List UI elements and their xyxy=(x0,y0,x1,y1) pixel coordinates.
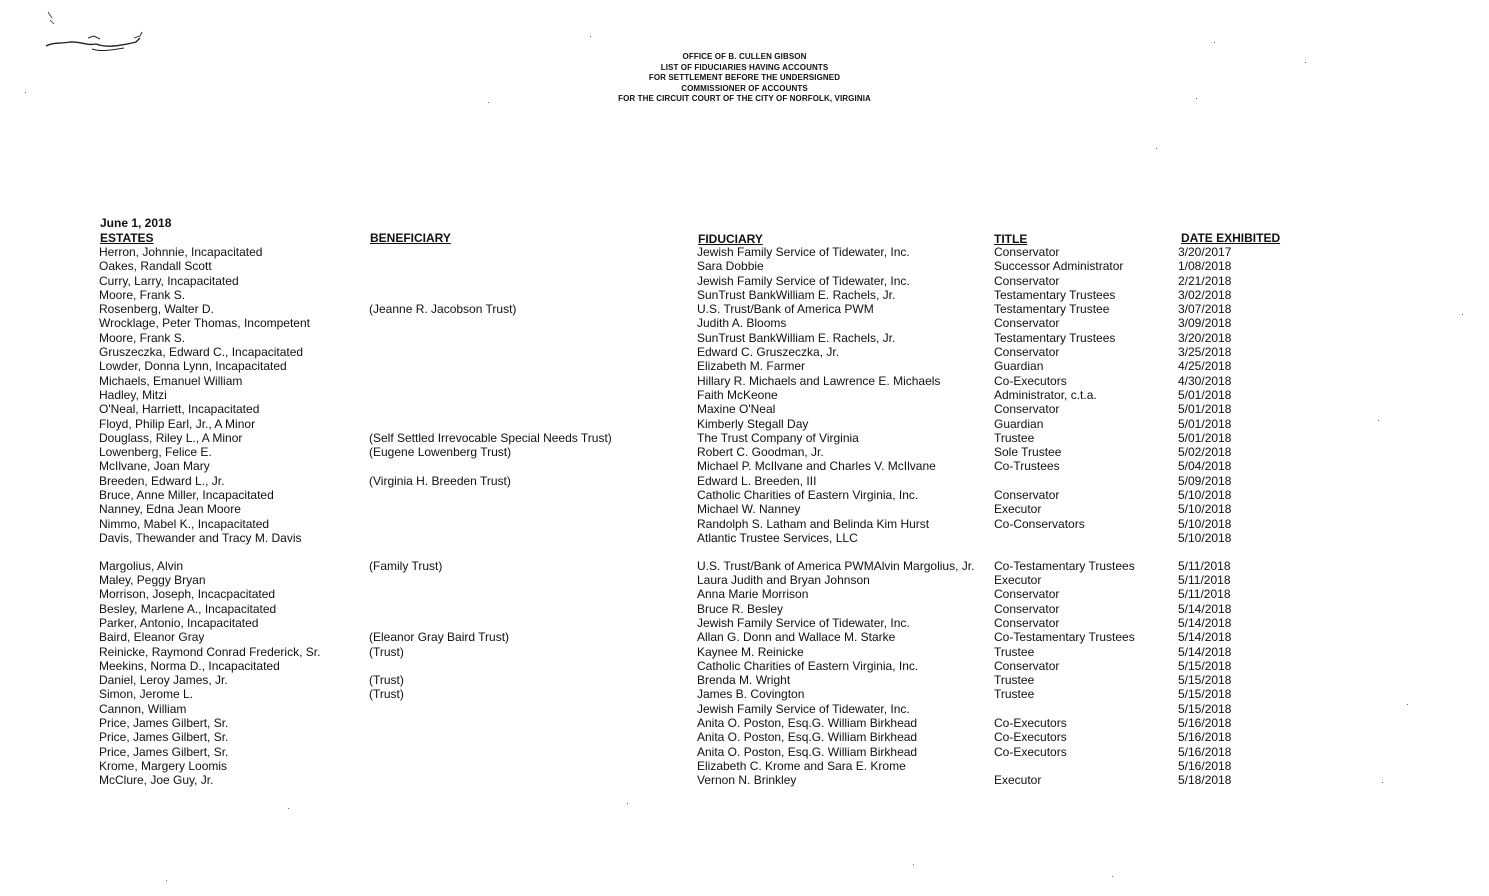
table-row xyxy=(0,502,1489,516)
estate-cell: Maley, Peggy Bryan xyxy=(99,573,206,588)
estate-cell: Price, James Gilbert, Sr. xyxy=(99,716,229,730)
title-cell: Executor xyxy=(994,773,1042,788)
fiduciary-cell: Hillary R. Michaels and Lawrence E. Michaels xyxy=(697,373,941,388)
title-cell: Co-Executors xyxy=(994,716,1067,730)
date-exhibited-cell: 5/15/2018 xyxy=(1178,701,1232,716)
table-row xyxy=(0,531,1489,545)
title-cell: Executor xyxy=(994,502,1042,517)
estate-cell: Krome, Margery Loomis xyxy=(99,758,228,773)
estate-cell: Meekins, Norma D., Incapacitated xyxy=(99,658,280,673)
estate-cell: Herron, Johnnie, Incapacitated xyxy=(99,245,263,259)
table-row xyxy=(0,345,1489,359)
date-exhibited-cell: 4/25/2018 xyxy=(1178,359,1232,374)
date-exhibited-cell: 3/02/2018 xyxy=(1178,287,1232,302)
title-cell: Sole Trustee xyxy=(994,445,1062,460)
table-row xyxy=(0,274,1489,288)
fiduciary-cell: SunTrust BankWilliam E. Rachels, Jr. xyxy=(697,330,896,345)
table-row xyxy=(0,645,1489,659)
fiduciary-cell: Catholic Charities of Eastern Virginia, Inc. xyxy=(697,488,919,503)
estate-cell: Price, James Gilbert, Sr. xyxy=(99,744,229,759)
fiduciary-cell: Edward L. Breeden, III xyxy=(697,473,817,488)
title-cell: Conservator xyxy=(994,245,1060,259)
date-exhibited-cell: 5/15/2018 xyxy=(1178,673,1232,688)
date-exhibited-cell: 5/16/2018 xyxy=(1178,744,1232,759)
date-exhibited-cell: 5/16/2018 xyxy=(1178,716,1232,730)
estate-cell: Bruce, Anne Miller, Incapacitated xyxy=(99,488,274,503)
title-cell: Guardian xyxy=(994,416,1044,431)
estate-cell: O'Neal, Harriett, Incapacitated xyxy=(99,402,260,417)
table-row xyxy=(0,673,1489,687)
table-row xyxy=(0,602,1489,616)
date-exhibited-cell: 3/25/2018 xyxy=(1178,345,1232,360)
title-cell: Co-Testamentary Trustees xyxy=(994,630,1135,645)
date-exhibited-cell: 3/07/2018 xyxy=(1178,302,1232,317)
column-header-title: TITLE xyxy=(994,232,1028,246)
date-exhibited-cell: 5/04/2018 xyxy=(1178,459,1232,474)
title-cell: Testamentary Trustees xyxy=(994,330,1116,345)
date-exhibited-cell: 5/14/2018 xyxy=(1178,601,1232,616)
table-row xyxy=(0,402,1489,416)
estate-cell: Gruszeczka, Edward C., Incapacitated xyxy=(99,345,304,360)
date-exhibited-cell: 5/14/2018 xyxy=(1178,615,1232,630)
table-row xyxy=(0,702,1489,716)
table-row xyxy=(0,302,1489,316)
title-cell: Conservator xyxy=(994,615,1060,630)
title-cell: Executor xyxy=(994,573,1042,588)
fiduciary-cell: Kimberly Stegall Day xyxy=(697,416,809,431)
fiduciary-cell: Vernon N. Brinkley xyxy=(697,773,797,788)
estate-cell: Reinicke, Raymond Conrad Frederick, Sr. xyxy=(99,644,321,659)
table-row xyxy=(0,459,1489,473)
table-row xyxy=(0,388,1489,402)
fiduciary-cell: Jewish Family Service of Tidewater, Inc. xyxy=(697,273,910,288)
fiduciary-cell: Laura Judith and Bryan Johnson xyxy=(697,573,870,588)
table-row xyxy=(0,288,1489,302)
fiduciary-cell: Kaynee M. Reinicke xyxy=(697,644,804,659)
date-exhibited-cell: 3/09/2018 xyxy=(1178,316,1232,331)
estate-cell: Baird, Eleanor Gray xyxy=(99,630,205,645)
beneficiary-cell: (Trust) xyxy=(369,644,404,659)
table-row xyxy=(0,374,1489,388)
header-line: OFFICE OF B. CULLEN GIBSON xyxy=(682,52,807,61)
fiduciary-cell: SunTrust BankWilliam E. Rachels, Jr. xyxy=(697,287,896,302)
estate-cell: Breeden, Edward L., Jr. xyxy=(99,473,225,488)
date-exhibited-cell: 1/08/2018 xyxy=(1178,259,1232,274)
fiduciary-cell: Sara Dobbie xyxy=(697,259,764,274)
fiduciary-cell: Anita O. Poston, Esq.G. William Birkhead xyxy=(697,744,918,759)
beneficiary-cell: (Family Trust) xyxy=(369,558,443,573)
estate-cell: Daniel, Leroy James, Jr. xyxy=(99,673,228,688)
title-cell: Co-Executors xyxy=(994,373,1067,388)
document-header xyxy=(0,52,1489,105)
table-row xyxy=(0,730,1489,744)
table-row xyxy=(0,517,1489,531)
table-row xyxy=(0,745,1489,759)
beneficiary-cell: (Eugene Lowenberg Trust) xyxy=(369,445,512,460)
table-row xyxy=(0,587,1489,601)
estate-cell: Moore, Frank S. xyxy=(99,330,186,345)
title-cell: Trustee xyxy=(994,644,1035,659)
fiduciary-cell: Brenda M. Wright xyxy=(697,673,791,688)
date-exhibited-cell: 5/11/2018 xyxy=(1178,573,1231,588)
table-row xyxy=(0,659,1489,673)
estate-cell: Moore, Frank S. xyxy=(99,287,186,302)
title-cell: Co-Conservators xyxy=(994,516,1085,531)
title-cell: Trustee xyxy=(994,430,1035,445)
estate-cell: Nimmo, Mabel K., Incapacitated xyxy=(99,516,270,531)
estate-cell: Nanney, Edna Jean Moore xyxy=(99,502,241,517)
date-exhibited-cell: 5/10/2018 xyxy=(1178,516,1232,531)
fiduciary-cell: Randolph S. Latham and Belinda Kim Hurst xyxy=(697,516,930,531)
estate-cell: Douglass, Riley L., A Minor xyxy=(99,430,243,445)
fiduciary-cell: Elizabeth C. Krome and Sara E. Krome xyxy=(697,758,906,773)
estate-cell: Davis, Thewander and Tracy M. Davis xyxy=(99,530,302,545)
estate-cell: Besley, Marlene A., Incapacitated xyxy=(99,601,277,616)
estate-cell: Price, James Gilbert, Sr. xyxy=(99,730,229,745)
table-row xyxy=(0,759,1489,773)
fiduciary-cell: Michael W. Nanney xyxy=(697,502,801,517)
title-cell: Administrator, c.t.a. xyxy=(994,387,1097,402)
beneficiary-cell: (Virginia H. Breeden Trust) xyxy=(369,473,511,488)
fiduciary-cell: Jewish Family Service of Tidewater, Inc. xyxy=(697,245,910,259)
date-exhibited-cell: 5/16/2018 xyxy=(1178,758,1232,773)
fiduciary-cell: Michael P. McIlvane and Charles V. McIlvane xyxy=(697,459,936,474)
estate-cell: Morrison, Joseph, Incacpacitated xyxy=(99,587,276,602)
estate-cell: Margolius, Alvin xyxy=(99,558,184,573)
estate-cell: Hadley, Mitzi xyxy=(99,387,167,402)
table-row xyxy=(0,687,1489,701)
date-exhibited-cell: 5/10/2018 xyxy=(1178,502,1232,517)
date-exhibited-cell: 5/11/2018 xyxy=(1178,587,1231,602)
header-line: LIST OF FIDUCIARIES HAVING ACCOUNTS xyxy=(660,62,829,72)
fiduciary-cell: Faith McKeone xyxy=(697,387,778,402)
table-row xyxy=(0,773,1489,787)
estate-cell: Floyd, Philip Earl, Jr., A Minor xyxy=(99,416,256,431)
table-row xyxy=(0,259,1489,273)
handwritten-mark xyxy=(40,8,150,58)
fiduciary-cell: Elizabeth M. Farmer xyxy=(697,359,806,374)
fiduciary-cell: Edward C. Gruszeczka, Jr. xyxy=(697,345,840,360)
table-row xyxy=(0,445,1489,459)
table-row xyxy=(0,616,1489,630)
date-exhibited-cell: 3/20/2018 xyxy=(1178,330,1232,345)
date-exhibited-cell: 5/14/2018 xyxy=(1178,644,1232,659)
header-line: FOR THE CIRCUIT COURT OF THE CITY OF NORFOLK, VIRGINIA xyxy=(618,94,871,104)
beneficiary-cell: (Jeanne R. Jacobson Trust) xyxy=(369,302,517,317)
fiduciary-cell: Anita O. Poston, Esq.G. William Birkhead xyxy=(697,730,918,745)
fiduciary-cell: U.S. Trust/Bank of America PWM xyxy=(697,302,874,317)
title-cell: Conservator xyxy=(994,601,1060,616)
estate-cell: McIlvane, Joan Mary xyxy=(99,459,210,474)
title-cell: Conservator xyxy=(994,316,1060,331)
table-row xyxy=(0,630,1489,644)
table-row xyxy=(0,417,1489,431)
beneficiary-cell: (Trust) xyxy=(369,673,404,688)
estate-cell: Wrocklage, Peter Thomas, Incompetent xyxy=(99,316,310,331)
date-exhibited-cell: 5/10/2018 xyxy=(1178,488,1232,503)
fiduciary-cell: Bruce R. Besley xyxy=(697,601,784,616)
table-row xyxy=(0,488,1489,502)
column-header-estates: ESTATES xyxy=(100,231,154,245)
header-line: FOR SETTLEMENT BEFORE THE UNDERSIGNED xyxy=(648,73,841,83)
table-row xyxy=(0,331,1489,345)
title-cell: Testamentary Trustee xyxy=(994,302,1110,317)
date-exhibited-cell: 5/01/2018 xyxy=(1178,416,1232,431)
date-exhibited-cell: 5/16/2018 xyxy=(1178,730,1232,745)
date-exhibited-cell: 5/15/2018 xyxy=(1178,687,1232,702)
date-exhibited-cell: 5/14/2018 xyxy=(1178,630,1232,645)
title-cell: Conservator xyxy=(994,488,1060,503)
date-exhibited-cell: 5/01/2018 xyxy=(1178,402,1232,417)
fiduciary-cell: Atlantic Trustee Services, LLC xyxy=(697,530,858,545)
fiduciary-cell: The Trust Company of Virginia xyxy=(697,430,859,445)
beneficiary-cell: (Self Settled Irrevocable Special Needs Trust) xyxy=(369,430,612,445)
table-row xyxy=(0,474,1489,488)
fiduciary-table xyxy=(0,245,1489,787)
table-row xyxy=(0,573,1489,587)
title-cell: Conservator xyxy=(994,658,1060,673)
estate-cell: McClure, Joe Guy, Jr. xyxy=(99,773,214,788)
title-cell: Trustee xyxy=(994,687,1035,702)
beneficiary-cell: (Trust) xyxy=(369,687,404,702)
date-exhibited-cell: 5/10/2018 xyxy=(1178,530,1232,545)
title-cell: Co-Executors xyxy=(994,730,1067,745)
estate-cell: Parker, Antonio, Incapacitated xyxy=(99,615,259,630)
estate-cell: Curry, Larry, Incapacitated xyxy=(99,273,239,288)
title-cell: Trustee xyxy=(994,673,1035,688)
title-cell: Conservator xyxy=(994,402,1060,417)
title-cell: Conservator xyxy=(994,345,1060,360)
fiduciary-cell: Anita O. Poston, Esq.G. William Birkhead xyxy=(697,716,918,730)
title-cell: Testamentary Trustees xyxy=(994,287,1116,302)
title-cell: Co-Trustees xyxy=(994,459,1060,474)
title-cell: Conservator xyxy=(994,587,1060,602)
estate-cell: Michaels, Emanuel William xyxy=(99,373,243,388)
header-line: COMMISSIONER OF ACCOUNTS xyxy=(681,83,808,93)
date-exhibited-cell: 5/01/2018 xyxy=(1178,387,1232,402)
fiduciary-cell: U.S. Trust/Bank of America PWMAlvin Margolius, Jr. xyxy=(697,558,975,573)
fiduciary-cell: Anna Marie Morrison xyxy=(697,587,809,602)
title-cell: Co-Executors xyxy=(994,744,1067,759)
date-exhibited-cell: 5/01/2018 xyxy=(1178,430,1232,445)
fiduciary-cell: Robert C. Goodman, Jr. xyxy=(697,445,824,460)
fiduciary-cell: Maxine O'Neal xyxy=(697,402,776,417)
table-row xyxy=(0,245,1489,259)
estate-cell: Lowenberg, Felice E. xyxy=(99,445,212,460)
date-exhibited-cell: 3/20/2017 xyxy=(1178,245,1232,259)
estate-cell: Oakes, Randall Scott xyxy=(99,259,212,274)
fiduciary-cell: Judith A. Blooms xyxy=(697,316,787,331)
table-row xyxy=(0,559,1489,573)
table-row xyxy=(0,431,1489,445)
table-row xyxy=(0,716,1489,730)
list-date: June 1, 2018 xyxy=(100,216,172,230)
date-exhibited-cell: 5/09/2018 xyxy=(1178,473,1232,488)
estate-cell: Cannon, William xyxy=(99,701,187,716)
title-cell: Conservator xyxy=(994,273,1060,288)
fiduciary-cell: Catholic Charities of Eastern Virginia, Inc. xyxy=(697,658,919,673)
fiduciary-cell: Allan G. Donn and Wallace M. Starke xyxy=(697,630,896,645)
date-exhibited-cell: 5/02/2018 xyxy=(1178,445,1232,460)
table-row xyxy=(0,359,1489,373)
beneficiary-cell: (Eleanor Gray Baird Trust) xyxy=(369,630,510,645)
title-cell: Guardian xyxy=(994,359,1044,374)
estate-cell: Simon, Jerome L. xyxy=(99,687,194,702)
date-exhibited-cell: 5/15/2018 xyxy=(1178,658,1232,673)
estate-cell: Lowder, Donna Lynn, Incapacitated xyxy=(99,359,287,374)
fiduciary-cell: Jewish Family Service of Tidewater, Inc. xyxy=(697,701,910,716)
table-row xyxy=(0,316,1489,330)
title-cell: Successor Administrator xyxy=(994,259,1124,274)
date-exhibited-cell: 2/21/2018 xyxy=(1178,273,1232,288)
date-exhibited-cell: 5/18/2018 xyxy=(1178,773,1232,788)
fiduciary-cell: Jewish Family Service of Tidewater, Inc. xyxy=(697,615,910,630)
fiduciary-cell: James B. Covington xyxy=(697,687,805,702)
date-exhibited-cell: 4/30/2018 xyxy=(1178,373,1232,388)
estate-cell: Rosenberg, Walter D. xyxy=(99,302,214,317)
title-cell: Co-Testamentary Trustees xyxy=(994,558,1135,573)
date-exhibited-cell: 5/11/2018 xyxy=(1178,558,1231,573)
column-header-beneficiary: BENEFICIARY xyxy=(370,231,451,245)
column-header-fiduciary: FIDUCIARY xyxy=(698,232,763,246)
column-header-date-exhibited: DATE EXHIBITED xyxy=(1181,231,1281,245)
